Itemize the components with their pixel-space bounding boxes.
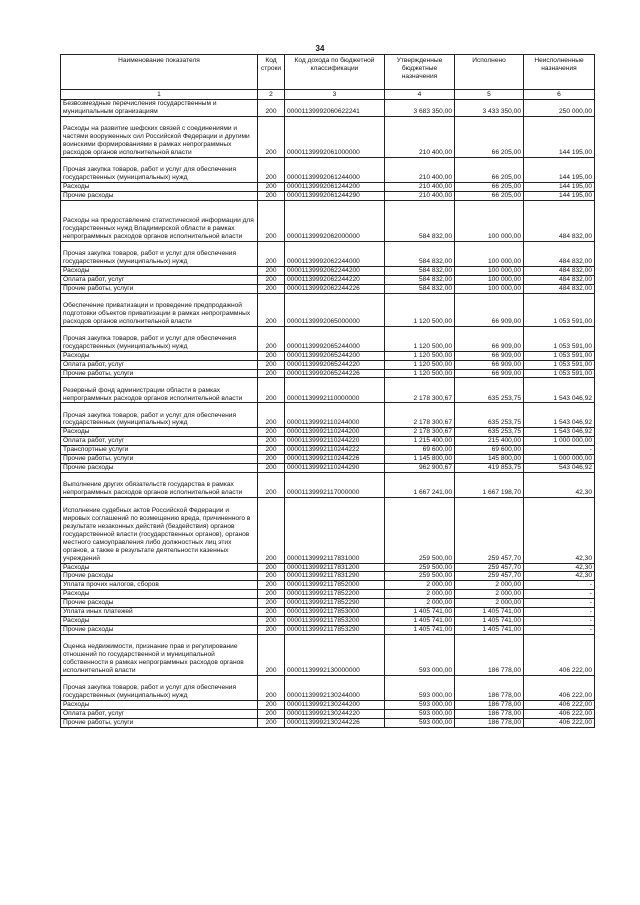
row-approved: 3 683 350,00 xyxy=(385,100,455,117)
row-line-code: 200 xyxy=(258,590,285,599)
row-income-code: 00001139992117852290 xyxy=(285,599,385,608)
row-income-code: 00001139992110000000 xyxy=(285,378,385,403)
row-unexecuted: 1 000 000,00 xyxy=(524,437,595,446)
row-income-code: 00001139992117853290 xyxy=(285,625,385,634)
row-executed: 259 457,70 xyxy=(455,572,524,581)
row-income-code: 00001139992061244290 xyxy=(285,191,385,200)
row-executed: 100 000,00 xyxy=(455,284,524,293)
row-executed: 186 778,00 xyxy=(455,709,524,718)
table-row xyxy=(61,718,595,727)
row-name: Расходы xyxy=(61,428,258,437)
row-line-code: 200 xyxy=(258,116,285,157)
row-executed: 259 457,70 xyxy=(455,563,524,572)
table-row xyxy=(61,676,595,701)
row-approved: 1 667 241,00 xyxy=(385,472,455,497)
row-income-code: 00001139992117831200 xyxy=(285,563,385,572)
row-approved: 259 500,00 xyxy=(385,572,455,581)
table-row xyxy=(61,599,595,608)
row-income-code: 00001139992062000000 xyxy=(285,200,385,241)
row-unexecuted: 144 195,00 xyxy=(524,183,595,192)
row-name: Уплата прочих налогов, сборов xyxy=(61,581,258,590)
row-name: Прочие расходы xyxy=(61,572,258,581)
row-executed: 1 405 741,00 xyxy=(455,616,524,625)
row-unexecuted: 250 000,00 xyxy=(524,100,595,117)
row-unexecuted: 1 053 591,00 xyxy=(524,360,595,369)
row-executed: 1 405 741,00 xyxy=(455,625,524,634)
row-executed: 2 000,00 xyxy=(455,599,524,608)
row-name: Расходы xyxy=(61,616,258,625)
row-line-code: 200 xyxy=(258,709,285,718)
row-executed: 66 205,00 xyxy=(455,158,524,183)
row-line-code: 200 xyxy=(258,572,285,581)
row-unexecuted: 144 195,00 xyxy=(524,158,595,183)
row-executed: 1 667 198,70 xyxy=(455,472,524,497)
row-unexecuted: 484 832,00 xyxy=(524,284,595,293)
row-unexecuted: 543 046,92 xyxy=(524,463,595,472)
row-approved: 210 400,00 xyxy=(385,158,455,183)
table-row xyxy=(61,100,595,117)
row-income-code: 00001139992117852200 xyxy=(285,590,385,599)
row-line-code: 200 xyxy=(258,581,285,590)
row-income-code: 00001139992061244000 xyxy=(285,158,385,183)
table-row xyxy=(61,590,595,599)
table-row xyxy=(61,455,595,464)
row-unexecuted: 406 222,00 xyxy=(524,676,595,701)
row-line-code: 200 xyxy=(258,403,285,428)
row-income-code: 00001139992117000000 xyxy=(285,472,385,497)
row-line-code: 200 xyxy=(258,700,285,709)
table-row xyxy=(61,625,595,634)
row-line-code: 200 xyxy=(258,718,285,727)
row-approved: 2 000,00 xyxy=(385,581,455,590)
row-executed: 186 778,00 xyxy=(455,718,524,727)
row-name: Расходы xyxy=(61,563,258,572)
table-row xyxy=(61,700,595,709)
row-name: Расходы xyxy=(61,267,258,276)
table-row xyxy=(61,472,595,497)
row-unexecuted: 484 832,00 xyxy=(524,267,595,276)
row-name: Расходы xyxy=(61,183,258,192)
row-line-code: 200 xyxy=(258,634,285,675)
row-income-code: 00001139992130244000 xyxy=(285,676,385,701)
row-line-code: 200 xyxy=(258,599,285,608)
row-income-code: 00001139992065244226 xyxy=(285,369,385,378)
row-name: Оплата работ, услуг xyxy=(61,437,258,446)
row-name: Расходы xyxy=(61,590,258,599)
row-approved: 259 500,00 xyxy=(385,563,455,572)
row-line-code: 200 xyxy=(258,497,285,563)
header-unexecuted: Неисполненные назначения xyxy=(524,55,595,90)
row-income-code: 00001139992130244200 xyxy=(285,700,385,709)
row-line-code: 200 xyxy=(258,293,285,326)
row-executed: 100 000,00 xyxy=(455,200,524,241)
header-executed: Исполнено xyxy=(455,55,524,90)
row-income-code: 00001139992117831290 xyxy=(285,572,385,581)
table-row xyxy=(61,497,595,563)
row-income-code: 00001139992061244200 xyxy=(285,183,385,192)
row-line-code: 200 xyxy=(258,625,285,634)
row-unexecuted: 42,30 xyxy=(524,572,595,581)
row-executed: 66 909,00 xyxy=(455,326,524,351)
row-income-code: 00001139992110244220 xyxy=(285,437,385,446)
row-income-code: 00001139992065244000 xyxy=(285,326,385,351)
row-line-code: 200 xyxy=(258,191,285,200)
row-approved: 1 145 800,00 xyxy=(385,455,455,464)
row-income-code: 00001139992060622241 xyxy=(285,100,385,117)
row-unexecuted: - xyxy=(524,616,595,625)
header-indicator-name: Наименование показателя xyxy=(61,55,258,90)
row-line-code: 200 xyxy=(258,284,285,293)
table-row xyxy=(61,351,595,360)
table-row xyxy=(61,446,595,455)
table-row xyxy=(61,158,595,183)
row-executed: 66 909,00 xyxy=(455,351,524,360)
row-unexecuted: 1 053 591,00 xyxy=(524,369,595,378)
row-name: Оплата работ, услуг xyxy=(61,275,258,284)
row-unexecuted: 1 053 591,00 xyxy=(524,293,595,326)
row-approved: 1 120 500,00 xyxy=(385,369,455,378)
row-name: Расходы xyxy=(61,700,258,709)
row-line-code: 200 xyxy=(258,100,285,117)
row-line-code: 200 xyxy=(258,378,285,403)
row-approved: 584 832,00 xyxy=(385,242,455,267)
row-approved: 1 215 400,00 xyxy=(385,437,455,446)
header-approved: Утвержденные бюджетные назначения xyxy=(385,55,455,90)
row-approved: 1 405 741,00 xyxy=(385,625,455,634)
table-row xyxy=(61,293,595,326)
row-income-code: 00001139992117853200 xyxy=(285,616,385,625)
row-unexecuted: - xyxy=(524,608,595,617)
row-approved: 1 120 500,00 xyxy=(385,351,455,360)
row-approved: 210 400,00 xyxy=(385,116,455,157)
table-row xyxy=(61,284,595,293)
row-name: Прочая закупка товаров, работ и услуг для обеспечения государственных (муниципальных) нужд xyxy=(61,326,258,351)
table-row xyxy=(61,403,595,428)
table-row xyxy=(61,242,595,267)
page-number: 34 xyxy=(315,44,325,53)
row-name: Безвозмездные перечисления государственным и муниципальным организациям xyxy=(61,100,258,117)
row-line-code: 200 xyxy=(258,563,285,572)
column-index: 2 xyxy=(258,90,285,100)
table-row xyxy=(61,275,595,284)
row-executed: 66 909,00 xyxy=(455,369,524,378)
row-line-code: 200 xyxy=(258,360,285,369)
row-unexecuted: 1 543 046,92 xyxy=(524,428,595,437)
row-line-code: 200 xyxy=(258,326,285,351)
row-income-code: 00001139992117852000 xyxy=(285,581,385,590)
table-row xyxy=(61,116,595,157)
row-executed: 100 000,00 xyxy=(455,275,524,284)
table-row xyxy=(61,463,595,472)
row-income-code: 00001139992110244000 xyxy=(285,403,385,428)
row-executed: 2 000,00 xyxy=(455,590,524,599)
row-name: Исполнение судебных актов Российской Федерации и мировых соглашений по возмещению вреда, причиненного в результате незаконных действий (бездействия) органов государственной власти (государственных органов), органов местного самоуправления либо должностных лиц этих органов, а также в результате деятельности казенных учреждений xyxy=(61,497,258,563)
row-income-code: 00001139992110244226 xyxy=(285,455,385,464)
table-row xyxy=(61,634,595,675)
row-name: Транспортные услуги xyxy=(61,446,258,455)
row-unexecuted: 406 222,00 xyxy=(524,718,595,727)
row-income-code: 00001139992130244226 xyxy=(285,718,385,727)
row-unexecuted: 1 543 046,92 xyxy=(524,378,595,403)
row-executed: 3 433 350,00 xyxy=(455,100,524,117)
row-executed: 100 000,00 xyxy=(455,242,524,267)
row-executed: 66 205,00 xyxy=(455,116,524,157)
row-name: Оценка недвижимости, признание прав и регулирование отношений по государственной и муниципальной собственности в рамках непрограммных расходов органов исполнительной власти xyxy=(61,634,258,675)
table-row xyxy=(61,608,595,617)
row-approved: 210 400,00 xyxy=(385,191,455,200)
row-executed: 635 253,75 xyxy=(455,428,524,437)
row-name: Расходы xyxy=(61,351,258,360)
row-name: Оплата работ, услуг xyxy=(61,709,258,718)
table-row xyxy=(61,572,595,581)
row-income-code: 00001139992065244200 xyxy=(285,351,385,360)
row-executed: 635 253,75 xyxy=(455,403,524,428)
row-approved: 593 000,00 xyxy=(385,634,455,675)
row-income-code: 00001139992110244222 xyxy=(285,446,385,455)
row-approved: 1 120 500,00 xyxy=(385,293,455,326)
row-approved: 2 178 300,67 xyxy=(385,428,455,437)
row-executed: 215 400,00 xyxy=(455,437,524,446)
row-income-code: 00001139992130244220 xyxy=(285,709,385,718)
row-line-code: 200 xyxy=(258,275,285,284)
column-index: 5 xyxy=(455,90,524,100)
row-name: Прочие расходы xyxy=(61,191,258,200)
row-line-code: 200 xyxy=(258,183,285,192)
column-index: 3 xyxy=(285,90,385,100)
row-approved: 2 178 300,67 xyxy=(385,403,455,428)
row-line-code: 200 xyxy=(258,242,285,267)
row-income-code: 00001139992130000000 xyxy=(285,634,385,675)
row-executed: 69 600,00 xyxy=(455,446,524,455)
row-income-code: 00001139992062244000 xyxy=(285,242,385,267)
row-executed: 635 253,75 xyxy=(455,378,524,403)
row-executed: 186 778,00 xyxy=(455,676,524,701)
column-index-row xyxy=(61,90,595,100)
row-name: Прочие расходы xyxy=(61,599,258,608)
row-unexecuted: 406 222,00 xyxy=(524,634,595,675)
row-executed: 100 000,00 xyxy=(455,267,524,276)
row-income-code: 00001139992062244226 xyxy=(285,284,385,293)
row-approved: 210 400,00 xyxy=(385,183,455,192)
row-line-code: 200 xyxy=(258,676,285,701)
table-row xyxy=(61,369,595,378)
column-index: 6 xyxy=(524,90,595,100)
row-approved: 584 832,00 xyxy=(385,284,455,293)
row-approved: 259 500,00 xyxy=(385,497,455,563)
row-unexecuted: 42,30 xyxy=(524,563,595,572)
row-name: Прочие работы, услуги xyxy=(61,718,258,727)
row-approved: 593 000,00 xyxy=(385,700,455,709)
row-unexecuted: 42,30 xyxy=(524,497,595,563)
row-executed: 2 000,00 xyxy=(455,581,524,590)
row-unexecuted: - xyxy=(524,581,595,590)
row-approved: 2 000,00 xyxy=(385,590,455,599)
row-income-code: 00001139992061000000 xyxy=(285,116,385,157)
budget-execution-table xyxy=(60,54,595,728)
row-line-code: 200 xyxy=(258,267,285,276)
row-executed: 1 405 741,00 xyxy=(455,608,524,617)
row-approved: 593 000,00 xyxy=(385,709,455,718)
row-income-code: 00001139992065000000 xyxy=(285,293,385,326)
table-row xyxy=(61,616,595,625)
row-name: Прочая закупка товаров, работ и услуг для обеспечения государственных (муниципальных) нужд xyxy=(61,242,258,267)
column-index: 4 xyxy=(385,90,455,100)
row-income-code: 00001139992117853000 xyxy=(285,608,385,617)
row-name: Уплата иных платежей xyxy=(61,608,258,617)
row-approved: 584 832,00 xyxy=(385,267,455,276)
row-executed: 186 778,00 xyxy=(455,700,524,709)
row-unexecuted: 406 222,00 xyxy=(524,700,595,709)
row-approved: 1 405 741,00 xyxy=(385,608,455,617)
row-name: Выполнение других обязательств государства в рамках непрограммных расходов органов исполнительной власти xyxy=(61,472,258,497)
row-executed: 145 800,00 xyxy=(455,455,524,464)
row-approved: 2 000,00 xyxy=(385,599,455,608)
row-name: Резервный фонд администрации области в рамках непрограммных расходов органов исполнительной власти xyxy=(61,378,258,403)
row-approved: 962 900,67 xyxy=(385,463,455,472)
row-executed: 66 909,00 xyxy=(455,360,524,369)
row-unexecuted: 144 195,00 xyxy=(524,116,595,157)
table-row xyxy=(61,437,595,446)
row-name: Прочие работы, услуги xyxy=(61,284,258,293)
row-unexecuted: 1 543 046,92 xyxy=(524,403,595,428)
row-unexecuted: 144 195,00 xyxy=(524,191,595,200)
row-line-code: 200 xyxy=(258,608,285,617)
row-name: Оплата работ, услуг xyxy=(61,360,258,369)
row-executed: 66 205,00 xyxy=(455,183,524,192)
table-row xyxy=(61,191,595,200)
row-line-code: 200 xyxy=(258,437,285,446)
row-income-code: 00001139992110244290 xyxy=(285,463,385,472)
table-row xyxy=(61,267,595,276)
row-name: Обеспечение приватизации и проведение предпродажной подготовки объектов приватизации в рамках непрограммных расходов органов исполнительной власти xyxy=(61,293,258,326)
row-approved: 1 405 741,00 xyxy=(385,616,455,625)
table-row xyxy=(61,200,595,241)
row-unexecuted: 484 832,00 xyxy=(524,275,595,284)
header-income-code: Код дохода по бюджетной классификации xyxy=(285,55,385,90)
row-approved: 1 120 500,00 xyxy=(385,326,455,351)
row-unexecuted: 1 053 591,00 xyxy=(524,351,595,360)
row-unexecuted: - xyxy=(524,446,595,455)
table-row xyxy=(61,183,595,192)
row-unexecuted: - xyxy=(524,625,595,634)
row-income-code: 00001139992062244220 xyxy=(285,275,385,284)
header-row xyxy=(61,55,595,90)
row-unexecuted: 484 832,00 xyxy=(524,242,595,267)
row-unexecuted: 484 832,00 xyxy=(524,200,595,241)
row-line-code: 200 xyxy=(258,369,285,378)
row-unexecuted: - xyxy=(524,590,595,599)
row-line-code: 200 xyxy=(258,428,285,437)
row-name: Прочие расходы xyxy=(61,463,258,472)
row-name: Прочие работы, услуги xyxy=(61,369,258,378)
row-unexecuted: 1 053 591,00 xyxy=(524,326,595,351)
table-row xyxy=(61,563,595,572)
row-executed: 66 205,00 xyxy=(455,191,524,200)
row-approved: 69 600,00 xyxy=(385,446,455,455)
table-row xyxy=(61,581,595,590)
column-index: 1 xyxy=(61,90,258,100)
row-name: Расходы на развитие шефских связей с соединениями и частями вооруженных сил Российской Федерации и другими воинскими формированиями в рамках непрограммных расходов органов исполнительной власти xyxy=(61,116,258,157)
row-line-code: 200 xyxy=(258,351,285,360)
row-unexecuted: 42,30 xyxy=(524,472,595,497)
row-income-code: 00001139992110244200 xyxy=(285,428,385,437)
row-name: Прочая закупка товаров, работ и услуг для обеспечения государственных (муниципальных) нужд xyxy=(61,676,258,701)
table-row xyxy=(61,428,595,437)
table-row xyxy=(61,326,595,351)
header-line-code: Код строки xyxy=(258,55,285,90)
row-line-code: 200 xyxy=(258,158,285,183)
row-approved: 593 000,00 xyxy=(385,676,455,701)
row-approved: 1 120 500,00 xyxy=(385,360,455,369)
row-line-code: 200 xyxy=(258,446,285,455)
row-line-code: 200 xyxy=(258,455,285,464)
row-approved: 584 832,00 xyxy=(385,200,455,241)
row-name: Прочие работы, услуги xyxy=(61,455,258,464)
row-unexecuted: - xyxy=(524,599,595,608)
table-body xyxy=(61,100,595,728)
row-name: Расходы на предоставление статистической информации для государственных нужд Владимирской области в рамках непрограммных расходов органов исполнительной власти xyxy=(61,200,258,241)
table-row xyxy=(61,360,595,369)
row-executed: 66 909,00 xyxy=(455,293,524,326)
row-income-code: 00001139992065244220 xyxy=(285,360,385,369)
table-row xyxy=(61,709,595,718)
row-line-code: 200 xyxy=(258,200,285,241)
row-executed: 186 778,00 xyxy=(455,634,524,675)
row-executed: 259 457,70 xyxy=(455,497,524,563)
row-name: Прочие расходы xyxy=(61,625,258,634)
row-line-code: 200 xyxy=(258,616,285,625)
row-line-code: 200 xyxy=(258,472,285,497)
table-row xyxy=(61,378,595,403)
row-name: Прочая закупка товаров, работ и услуг для обеспечения государственных (муниципальных) нужд xyxy=(61,158,258,183)
row-name: Прочая закупка товаров, работ и услуг для обеспечения государственных (муниципальных) нужд xyxy=(61,403,258,428)
row-approved: 584 832,00 xyxy=(385,275,455,284)
row-unexecuted: 1 000 000,00 xyxy=(524,455,595,464)
row-income-code: 00001139992117831000 xyxy=(285,497,385,563)
row-income-code: 00001139992062244200 xyxy=(285,267,385,276)
row-executed: 419 853,75 xyxy=(455,463,524,472)
row-approved: 593 000,00 xyxy=(385,718,455,727)
row-unexecuted: 406 222,00 xyxy=(524,709,595,718)
row-line-code: 200 xyxy=(258,463,285,472)
row-approved: 2 178 300,67 xyxy=(385,378,455,403)
